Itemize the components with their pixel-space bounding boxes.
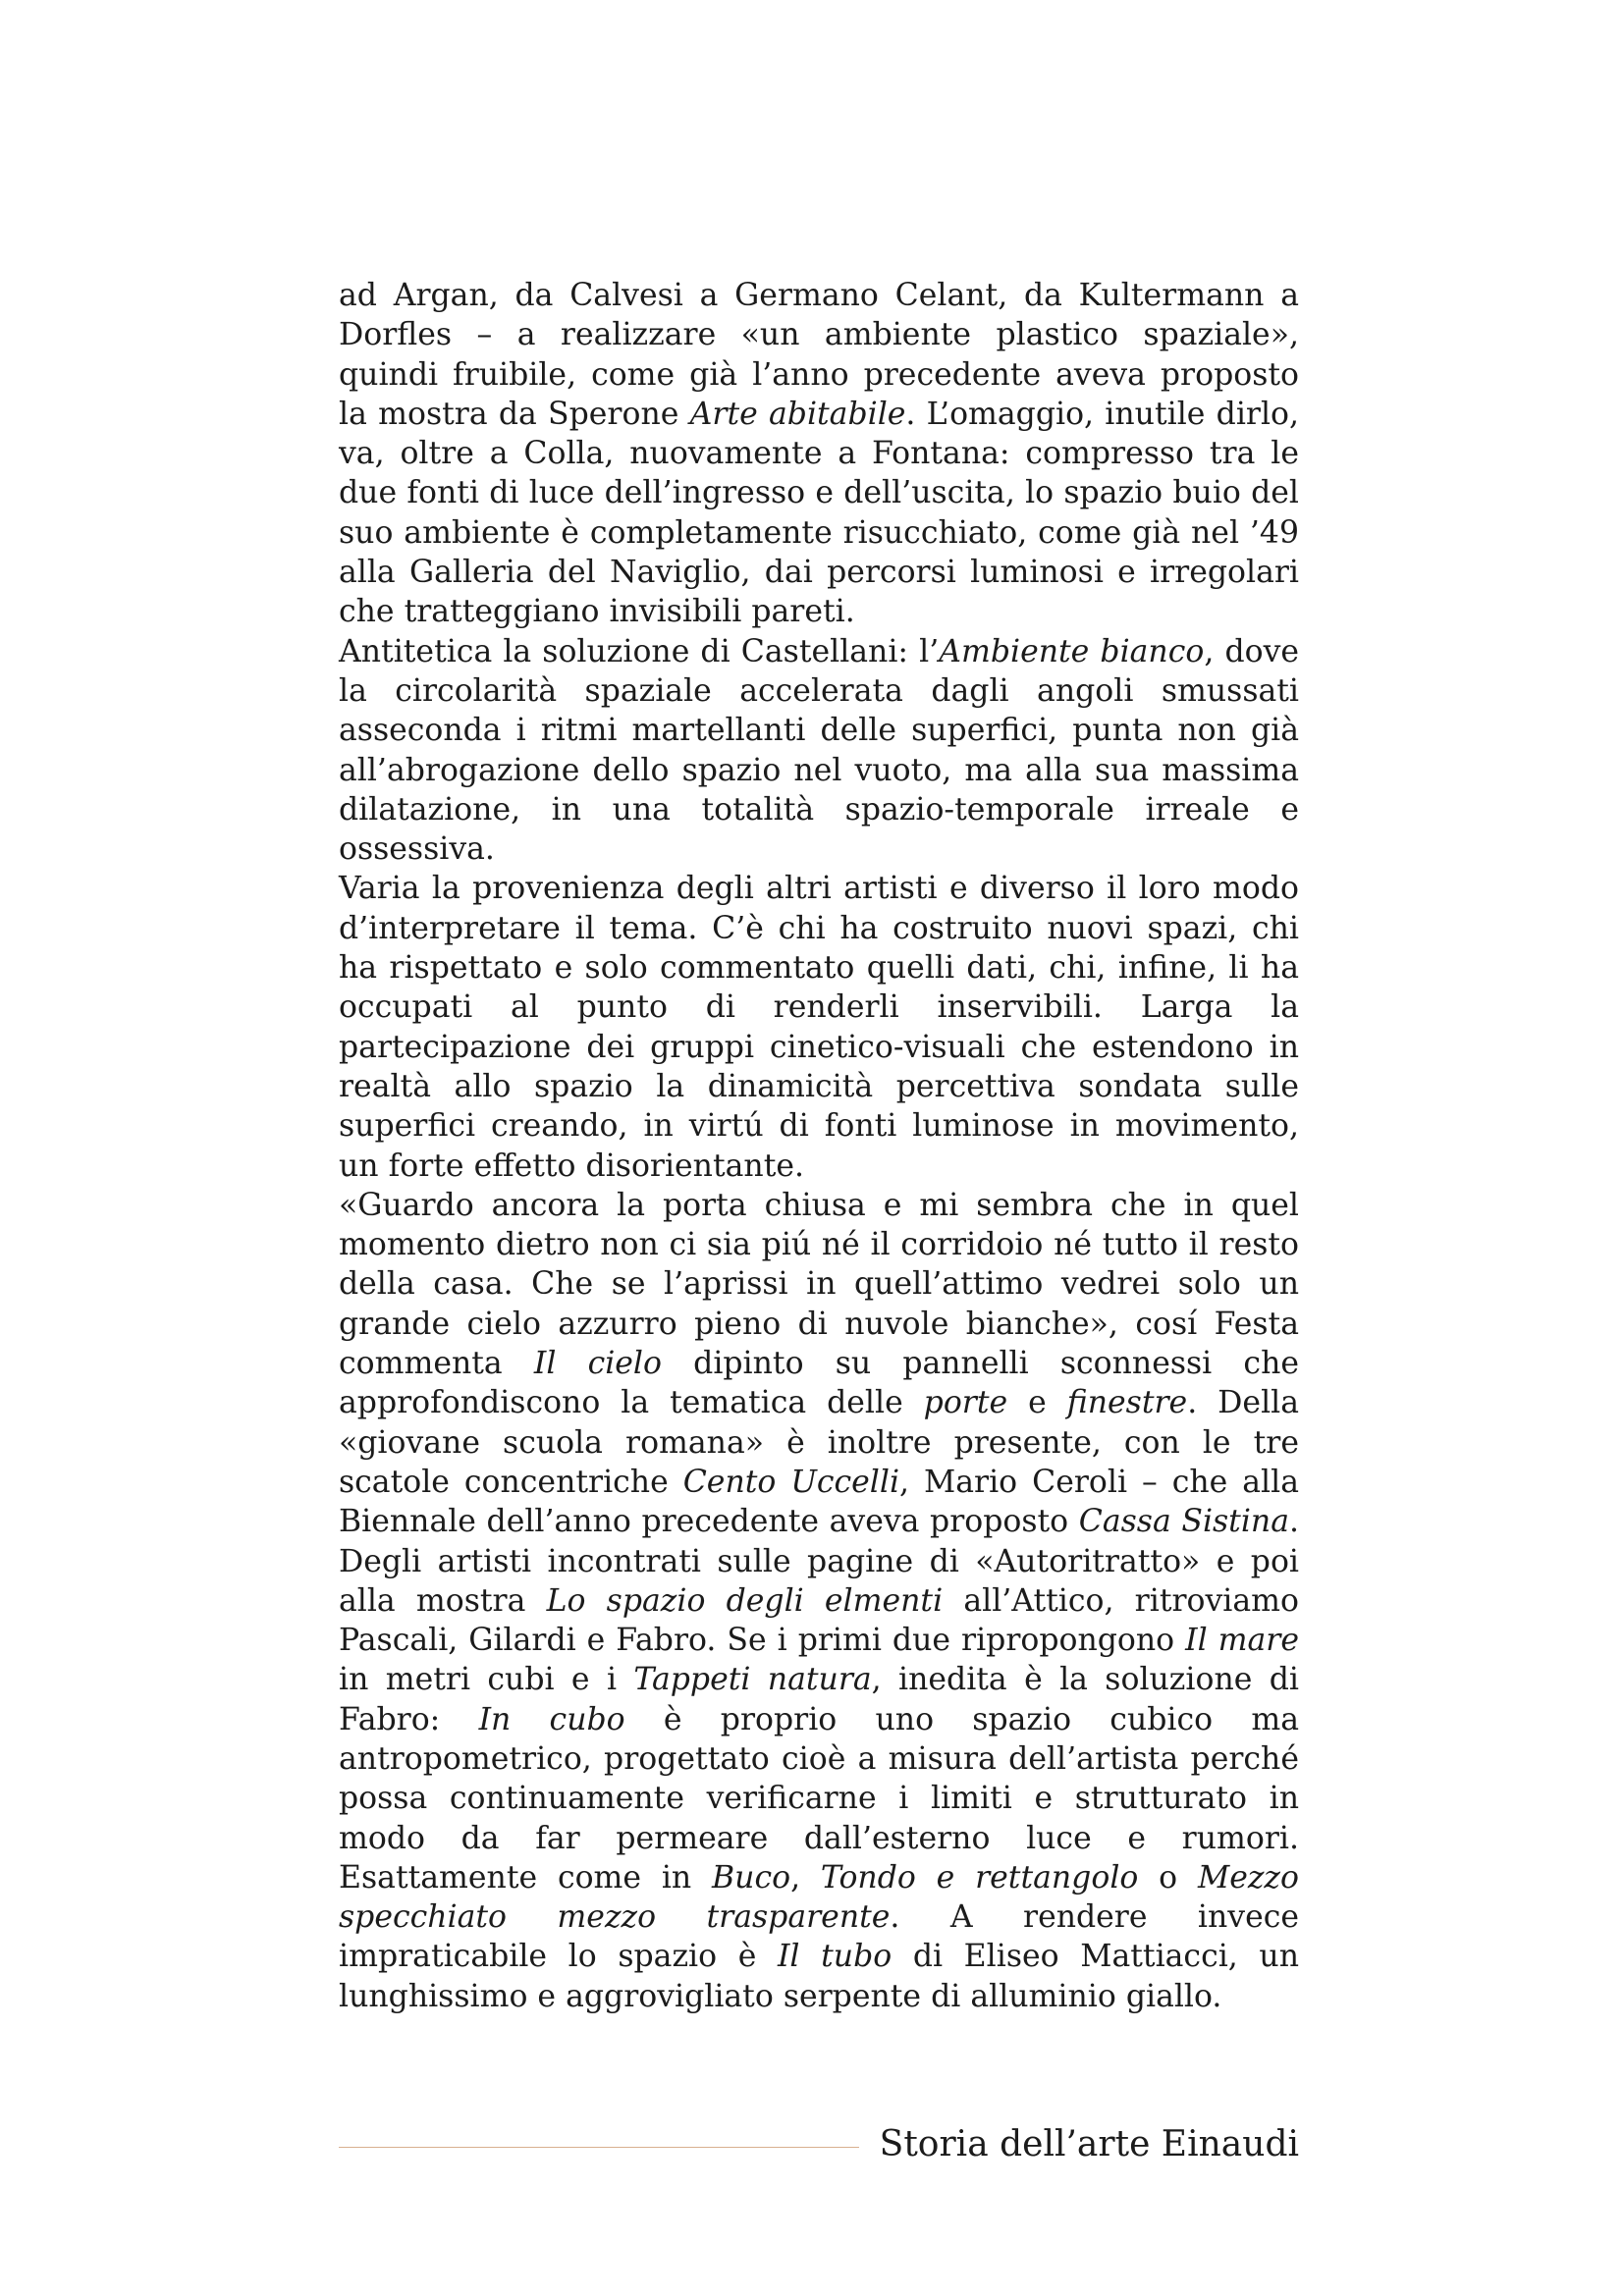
italic-title: Cassa Sistina bbox=[1078, 1504, 1289, 1540]
paragraph bbox=[339, 276, 1299, 632]
text-run: . L’omaggio, inutile dirlo, va, oltre a Colla, nuovamente a Fontana: compresso tra le due fonti di luce dell’ingresso e dell’uscita, lo spazio buio del suo ambiente è completamente risucchiato, come già nel ’49 alla Galleria del Naviglio, dai percorsi luminosi e irregolari che tratteggiano invisibili pareti. bbox=[339, 396, 1300, 630]
text-run: all’Attico, ritroviamo Pascali, Gilardi e Fabro. Se i primi due ripropongono bbox=[339, 1582, 1299, 1659]
text-run: . Degli artisti incontrati sulle pagine di «Autoritratto» e poi alla mostra bbox=[339, 1504, 1299, 1619]
text-run: o bbox=[1138, 1859, 1198, 1896]
text-run: ad Argan, da Calvesi a Germano Celant, da Kultermann a Dorfles – a realizzare «un ambiente plastico spaziale», quindi fruibile, come già l’anno precedente aveva proposto la mostra da Sperone bbox=[339, 278, 1299, 432]
paragraph bbox=[339, 632, 1299, 870]
text-run: Varia la provenienza degli altri artisti e diverso il loro modo d’interpretare il tema. C’è chi ha costruito nuovi spazi, chi ha rispettato e solo commentato quelli dati, chi, infine, li ha occupati al punto di renderli inservibili. Larga la partecipazione dei gruppi cinetico-visuali che estendono in realtà allo spazio la dinamicità percettiva sondata sulle superfici creando, in virtú di fonti luminose in movimento, un forte effetto disorientante. bbox=[339, 871, 1299, 1184]
text-run: , inedita è la soluzione di Fabro: bbox=[339, 1662, 1299, 1737]
text-run: , Mario Ceroli – che alla Biennale dell’anno precedente aveva proposto bbox=[339, 1464, 1299, 1540]
text-run: , dove la circolarità spaziale accelerata dagli angoli smussati asseconda i ritmi martellanti delle superfici, punta non già all’abrogazione dello spazio nel vuoto, ma alla sua massima dilatazione, in una totalità spazio-temporale irreale e ossessiva. bbox=[339, 633, 1300, 868]
italic-title: Arte abitabile bbox=[689, 396, 906, 432]
text-run: Antitetica la soluzione di Castellani: l’ bbox=[339, 633, 940, 669]
italic-title: Il cielo bbox=[533, 1346, 662, 1382]
italic-title: Ambiente bianco bbox=[939, 633, 1205, 669]
italic-title: Buco bbox=[712, 1859, 791, 1896]
body-text bbox=[339, 276, 1299, 2016]
italic-title: In cubo bbox=[478, 1701, 625, 1737]
footer-title: Storia dell’arte Einaudi bbox=[879, 2124, 1299, 2164]
italic-title: Mezzo specchiato mezzo trasparente bbox=[339, 1859, 1299, 1936]
footer-rule bbox=[339, 2147, 859, 2148]
italic-title: Tondo e rettangolo bbox=[820, 1859, 1139, 1896]
italic-title: Il tubo bbox=[777, 1939, 893, 1975]
text-run: dipinto su pannelli sconnessi che approfondiscono la tematica delle bbox=[339, 1346, 1299, 1421]
paragraph bbox=[339, 869, 1299, 1185]
text-run: è proprio uno spazio cubico ma antropometrico, progettato cioè a misura dell’artista perché possa continuamente verificarne i limiti e strutturato in modo da far permeare dall’esterno luce e rumori. Esattamente come in bbox=[339, 1701, 1299, 1896]
text-run: «Guardo ancora la porta chiusa e mi sembra che in quel momento dietro non ci sia piú né il corridoio né tutto il resto della casa. Che se l’aprissi in quell’attimo vedrei solo un grande cielo azzurro pieno di nuvole bianche», cosí Festa commenta bbox=[339, 1187, 1299, 1382]
italic-title: porte bbox=[923, 1385, 1008, 1421]
text-run: . Della «giovane scuola romana» è inoltre presente, con le tre scatole concentriche bbox=[339, 1385, 1299, 1500]
italic-title: Cento Uccelli bbox=[682, 1464, 900, 1500]
text-run: . A rendere invece impraticabile lo spazio è bbox=[339, 1899, 1300, 1975]
italic-title: Lo spazio degli elmenti bbox=[546, 1582, 944, 1619]
text-run: e bbox=[1007, 1385, 1067, 1421]
paragraph bbox=[339, 1186, 1299, 2016]
text-run: in metri cubi e i bbox=[339, 1662, 634, 1698]
italic-title: finestre bbox=[1066, 1385, 1188, 1421]
text-run: , bbox=[790, 1859, 821, 1896]
italic-title: Il mare bbox=[1185, 1623, 1299, 1659]
text-run: di Eliseo Mattiacci, un lunghissimo e aggrovigliato serpente di alluminio giallo. bbox=[339, 1939, 1299, 2014]
italic-title: Tappeti natura bbox=[633, 1662, 872, 1698]
page-footer bbox=[339, 2120, 1299, 2169]
